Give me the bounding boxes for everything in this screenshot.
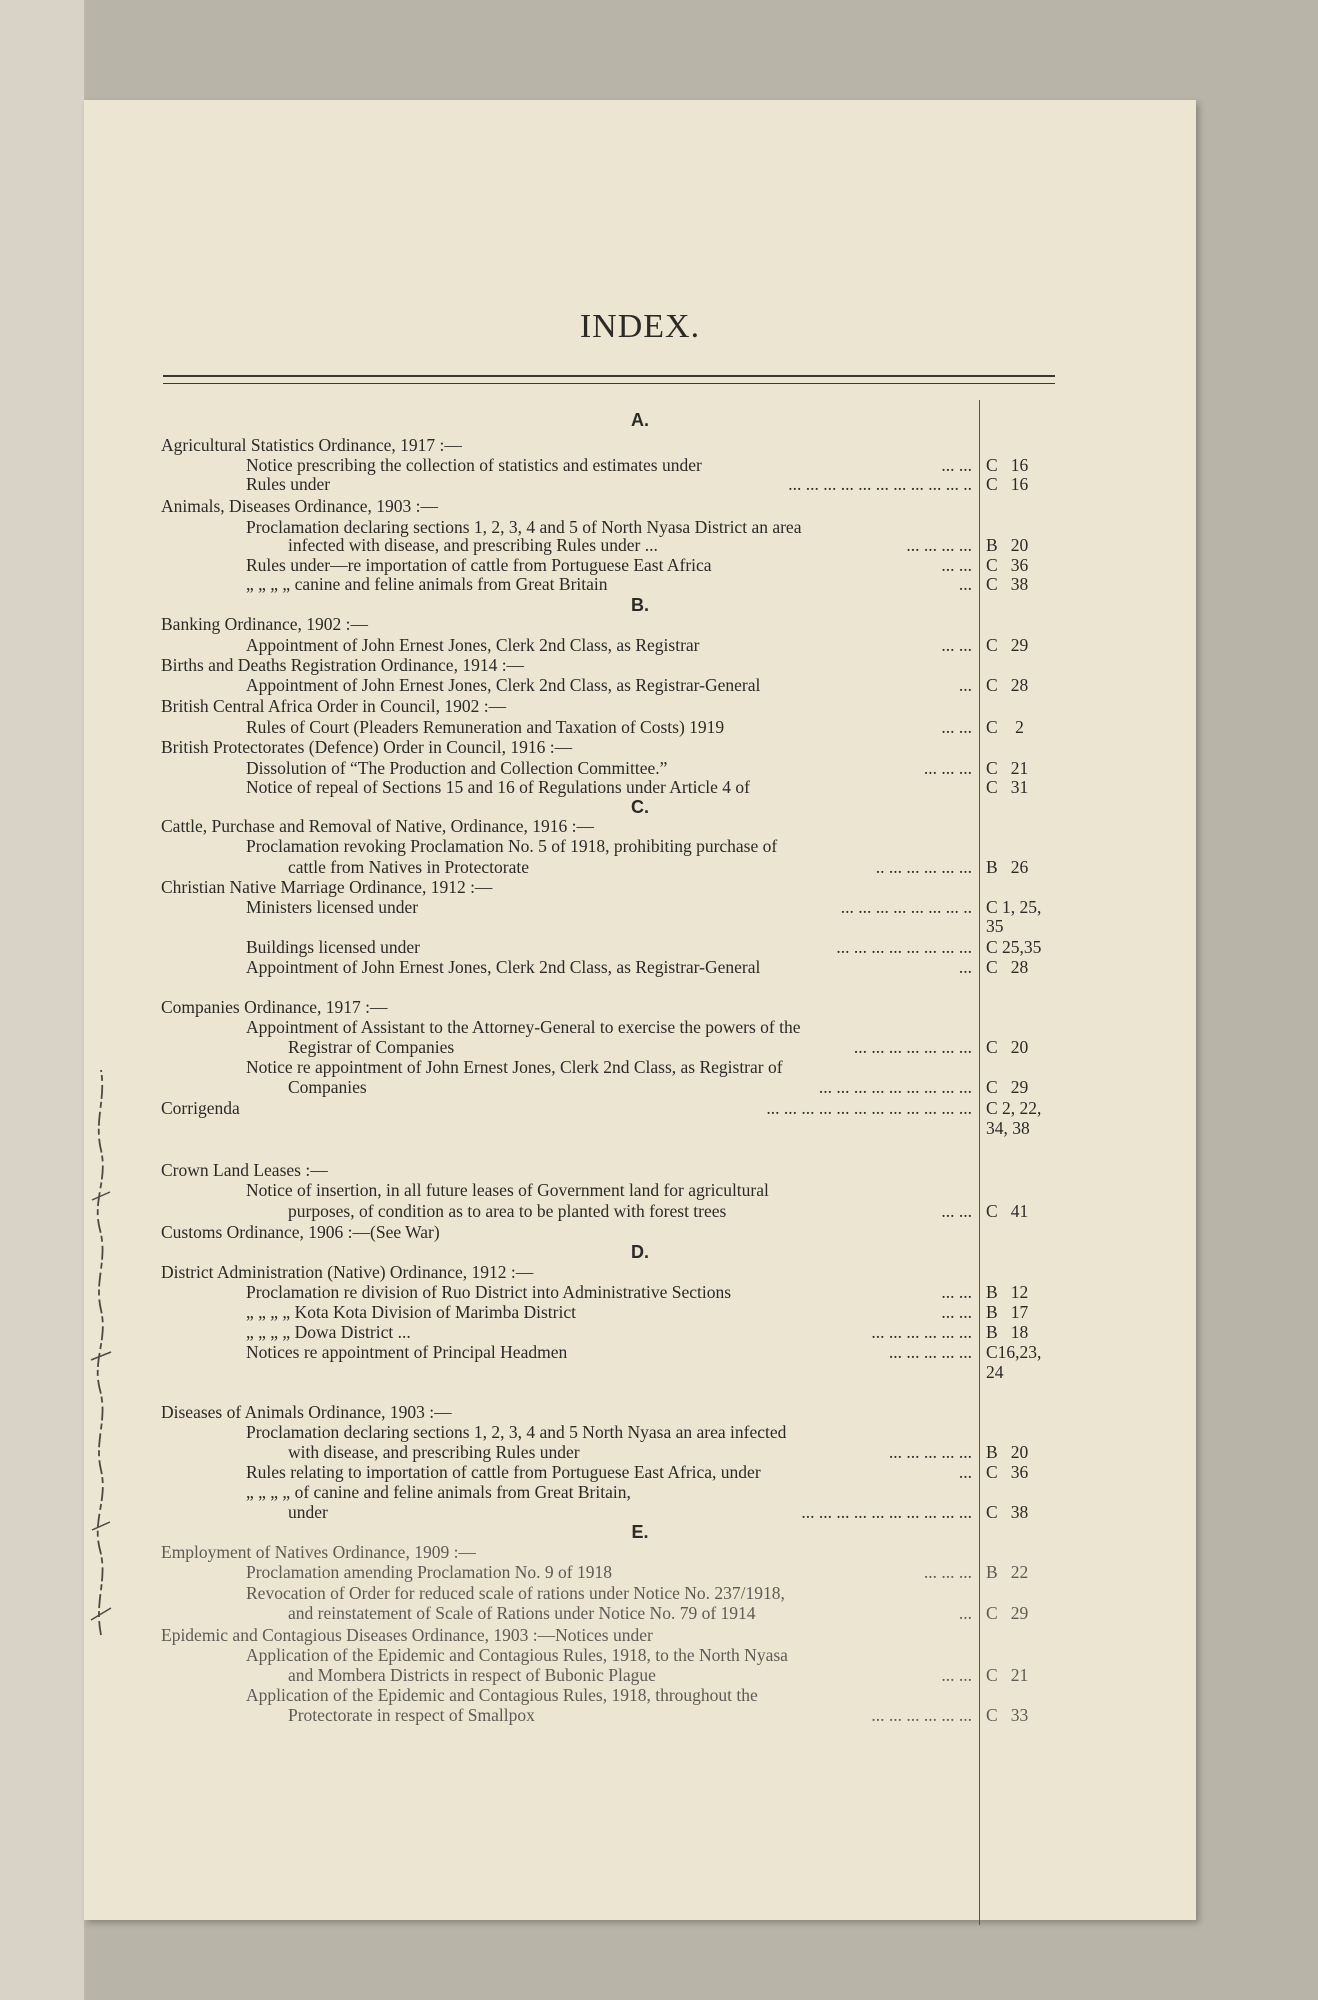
leader-dots: ... ... [941, 1665, 972, 1685]
index-entry [84, 1098, 1196, 1119]
index-entry [84, 836, 1196, 857]
leader-dots: ... ... ... ... ... ... ... .. [840, 897, 972, 917]
entry-text: Corrigenda [161, 1098, 240, 1118]
leader-dots: ... ... ... ... ... ... [871, 1705, 972, 1725]
index-entry [84, 1665, 1196, 1686]
page-reference: C 36 [986, 1462, 1029, 1482]
entry-text: Proclamation amending Proclamation No. 9 of 1918 [246, 1562, 612, 1582]
index-entry [84, 758, 1196, 779]
entry-text: Banking Ordinance, 1902 :— [161, 614, 369, 634]
section-letter: B. [631, 595, 649, 615]
index-entry [84, 937, 1196, 958]
index-entry [84, 916, 1196, 937]
entry-text: „ „ „ „ of canine and feline animals from Great Britain, [246, 1482, 631, 1502]
index-entry [84, 435, 1196, 456]
page-reference: 34, 38 [986, 1118, 1030, 1138]
entry-text: Appointment of John Ernest Jones, Clerk 2nd Class, as Registrar-General [246, 675, 761, 695]
leader-dots: ... ... ... ... ... ... ... [853, 1037, 972, 1057]
page-reference: B 20 [986, 535, 1029, 555]
entry-text: Crown Land Leases :— [161, 1160, 328, 1180]
page-reference: C 41 [986, 1201, 1029, 1221]
section-letter: E. [631, 1522, 649, 1542]
index-entry [84, 574, 1196, 595]
index-entry [84, 1542, 1196, 1563]
page-reference: C 28 [986, 675, 1029, 695]
page-reference: C 25,35 [986, 937, 1042, 957]
leader-dots: ... ... ... [923, 758, 972, 778]
index-entry [84, 1282, 1196, 1303]
leader-dots: ... ... [941, 1302, 972, 1322]
index-entry [84, 535, 1196, 556]
entry-text: Companies [288, 1077, 367, 1097]
index-entry [84, 816, 1196, 837]
page-reference: C 20 [986, 1037, 1029, 1057]
index-entry [84, 1685, 1196, 1706]
entry-text: Notice of insertion, in all future leases of Government land for agricultural [246, 1180, 769, 1200]
index-entry [84, 777, 1196, 798]
leader-dots: ... [958, 957, 972, 977]
index-entry [84, 1502, 1196, 1523]
index-entry [84, 1201, 1196, 1222]
page-reference: C 31 [986, 777, 1029, 797]
leader-dots: ... ... [941, 1201, 972, 1221]
index-entry [84, 675, 1196, 696]
index-entry [84, 1222, 1196, 1243]
leader-dots: ... ... [941, 555, 972, 575]
page-reference: B 12 [986, 1282, 1029, 1302]
entry-text: Proclamation re division of Ruo District into Administrative Sections [246, 1282, 732, 1302]
index-entry [84, 655, 1196, 676]
page-reference: C 21 [986, 758, 1029, 778]
section-letter: D. [631, 1242, 649, 1262]
index-entry [84, 1482, 1196, 1503]
entry-text: Proclamation declaring sections 1, 2, 3, 4 and 5 of North Nyasa District an area [246, 517, 802, 537]
index-entry [84, 1402, 1196, 1423]
index-entry [84, 1362, 1196, 1383]
entry-text: „ „ „ „ Dowa District ... [246, 1322, 411, 1342]
entry-text: Agricultural Statistics Ordinance, 1917 :— [161, 435, 462, 455]
entry-text: Appointment of John Ernest Jones, Clerk 2nd Class, as Registrar-General [246, 957, 761, 977]
entry-text: Notice prescribing the collection of statistics and estimates under [246, 455, 702, 475]
entry-text: Epidemic and Contagious Diseases Ordinance, 1903 :—Notices under [161, 1625, 653, 1645]
leader-dots: ... [958, 1603, 972, 1623]
index-entry [84, 857, 1196, 878]
title-double-rule [163, 375, 1055, 384]
page-reference: B 26 [986, 857, 1029, 877]
index-entry [84, 496, 1196, 517]
leader-dots: ... ... [941, 717, 972, 737]
index-entry [84, 474, 1196, 495]
leader-dots: ... ... [941, 455, 972, 475]
leader-dots: ... [958, 675, 972, 695]
page-reference: C 33 [986, 1705, 1029, 1725]
index-entry [84, 1603, 1196, 1624]
entry-text: „ „ „ „ canine and feline animals from Great Britain [246, 574, 608, 594]
index-entry [84, 1180, 1196, 1201]
entry-text: Companies Ordinance, 1917 :— [161, 997, 388, 1017]
index-entry [84, 1562, 1196, 1583]
entry-text: Diseases of Animals Ordinance, 1903 :— [161, 1402, 452, 1422]
entry-text: Notice of repeal of Sections 15 and 16 of Regulations under Article 4 of [246, 777, 750, 797]
index-entry [84, 1342, 1196, 1363]
page-reference: C 29 [986, 1077, 1029, 1097]
section-letter: C. [631, 797, 649, 817]
page-reference: C 29 [986, 635, 1029, 655]
page-reference: 35 [986, 916, 1004, 936]
leader-dots: ... [958, 1462, 972, 1482]
leader-dots: ... ... [941, 635, 972, 655]
page-reference: B 18 [986, 1322, 1029, 1342]
entry-text: under [288, 1502, 328, 1522]
page-reference: C 36 [986, 555, 1029, 575]
index-entry [84, 1322, 1196, 1343]
leader-dots: ... ... ... ... ... [888, 1342, 972, 1362]
entry-text: Proclamation revoking Proclamation No. 5 of 1918, prohibiting purchase of [246, 836, 778, 856]
entry-text: Employment of Natives Ordinance, 1909 :— [161, 1542, 476, 1562]
page-reference: C 38 [986, 1502, 1029, 1522]
entry-text: Proclamation declaring sections 1, 2, 3, 4 and 5 North Nyasa an area infected [246, 1422, 787, 1442]
adjacent-page-edge [0, 0, 85, 2000]
entry-text: British Protectorates (Defence) Order in Council, 1916 :— [161, 737, 573, 757]
index-entry [84, 737, 1196, 758]
page-reference: B 20 [986, 1442, 1029, 1462]
entry-text: „ „ „ „ Kota Kota Division of Marimba District [246, 1302, 576, 1322]
section-letter: A. [631, 410, 649, 430]
entry-text: Application of the Epidemic and Contagious Rules, 1918, to the North Nyasa [246, 1645, 788, 1665]
page-reference: C 21 [986, 1665, 1029, 1685]
page-reference: C16,23, [986, 1342, 1042, 1362]
index-entry [84, 877, 1196, 898]
entry-text: Application of the Epidemic and Contagious Rules, 1918, throughout the [246, 1685, 758, 1705]
index-entry [84, 1302, 1196, 1323]
index-entry [84, 1262, 1196, 1283]
entry-text: Ministers licensed under [246, 897, 419, 917]
entry-text: Rules relating to importation of cattle from Portuguese East Africa, under [246, 1462, 761, 1482]
index-entry [84, 1625, 1196, 1646]
entry-text: Christian Native Marriage Ordinance, 1912 :— [161, 877, 493, 897]
entry-text: Appointment of Assistant to the Attorney-General to exercise the powers of the [246, 1017, 801, 1037]
index-entry [84, 455, 1196, 476]
entry-text: Rules of Court (Pleaders Remuneration and Taxation of Costs) 1919 [246, 717, 725, 737]
index-entry [84, 1462, 1196, 1483]
page-reference: C 16 [986, 474, 1029, 494]
index-entry [84, 1583, 1196, 1604]
leader-dots: ... ... [941, 1282, 972, 1302]
index-entry [84, 717, 1196, 738]
index-entry [84, 1645, 1196, 1666]
page-reference: C 38 [986, 574, 1029, 594]
entry-text: Registrar of Companies [288, 1037, 455, 1057]
leader-dots: ... ... ... ... ... ... [871, 1322, 972, 1342]
index-entry [84, 1160, 1196, 1181]
index-entry [84, 1442, 1196, 1463]
index-entry [84, 897, 1196, 918]
index-entry [84, 1705, 1196, 1726]
leader-dots: .. ... ... ... ... ... [875, 857, 972, 877]
index-entry [84, 1017, 1196, 1038]
entry-text: Rules under—re importation of cattle from Portuguese East Africa [246, 555, 712, 575]
entry-text: Births and Deaths Registration Ordinance, 1914 :— [161, 655, 525, 675]
document-page [84, 100, 1196, 1920]
index-entry [84, 997, 1196, 1018]
page-reference: C 2, 22, [986, 1098, 1042, 1118]
leader-dots: ... ... ... ... ... ... ... ... ... [818, 1077, 972, 1097]
entry-text: Protectorate in respect of Smallpox [288, 1705, 535, 1725]
entry-text: Buildings licensed under [246, 937, 421, 957]
entry-text: cattle from Natives in Protectorate [288, 857, 530, 877]
entry-text: Notice re appointment of John Ernest Jones, Clerk 2nd Class, as Registrar of [246, 1057, 783, 1077]
entry-text: Customs Ordinance, 1906 :—(See War) [161, 1222, 440, 1242]
index-entry [84, 957, 1196, 978]
page-reference: C 1, 25, [986, 897, 1042, 917]
page-reference: B 17 [986, 1302, 1029, 1322]
entry-text: and reinstatement of Scale of Rations under Notice No. 79 of 1914 [288, 1603, 756, 1623]
entry-text: and Mombera Districts in respect of Bubonic Plague [288, 1665, 656, 1685]
entry-text: infected with disease, and prescribing Rules under ... [288, 535, 658, 555]
leader-dots: ... ... ... ... ... ... ... ... ... ... .. [788, 474, 972, 494]
leader-dots: ... ... ... ... ... [888, 1442, 972, 1462]
page-reference: C 2 [986, 717, 1024, 737]
index-entry [84, 696, 1196, 717]
leader-dots: ... ... ... ... ... ... ... ... ... ... [801, 1502, 972, 1522]
page-reference: 24 [986, 1362, 1004, 1382]
entry-text: Dissolution of “The Production and Collection Committee.” [246, 758, 668, 778]
index-entry [84, 1037, 1196, 1058]
leader-dots: ... [958, 574, 972, 594]
entry-text: Appointment of John Ernest Jones, Clerk 2nd Class, as Registrar [246, 635, 700, 655]
entry-text: Animals, Diseases Ordinance, 1903 :— [161, 496, 439, 516]
entry-text: British Central Africa Order in Council, 1902 :— [161, 696, 507, 716]
handwritten-inscription [86, 1060, 116, 1640]
entry-text: with disease, and prescribing Rules under [288, 1442, 580, 1462]
index-entry [84, 555, 1196, 576]
leader-dots: ... ... ... ... [906, 535, 972, 555]
leader-dots: ... ... ... [923, 1562, 972, 1582]
leader-dots: ... ... ... ... ... ... ... ... [836, 937, 972, 957]
page-title: INDEX. [579, 308, 701, 345]
entry-text: Revocation of Order for reduced scale of rations under Notice No. 237/1918, [246, 1583, 785, 1603]
page-reference: C 16 [986, 455, 1029, 475]
entry-text: Cattle, Purchase and Removal of Native, Ordinance, 1916 :— [161, 816, 595, 836]
index-entry [84, 1422, 1196, 1443]
index-entry [84, 1077, 1196, 1098]
page-reference: B 22 [986, 1562, 1029, 1582]
entry-text: purposes, of condition as to area to be planted with forest trees [288, 1201, 727, 1221]
entry-text: District Administration (Native) Ordinance, 1912 :— [161, 1262, 534, 1282]
index-entry [84, 614, 1196, 635]
page-reference: C 29 [986, 1603, 1029, 1623]
index-entry [84, 1057, 1196, 1078]
leader-dots: ... ... ... ... ... ... ... ... ... ... ... ... [766, 1098, 972, 1118]
index-entry [84, 635, 1196, 656]
entry-text: Notices re appointment of Principal Headmen [246, 1342, 568, 1362]
page-reference: C 28 [986, 957, 1029, 977]
index-entry [84, 1118, 1196, 1139]
entry-text: Rules under [246, 474, 331, 494]
